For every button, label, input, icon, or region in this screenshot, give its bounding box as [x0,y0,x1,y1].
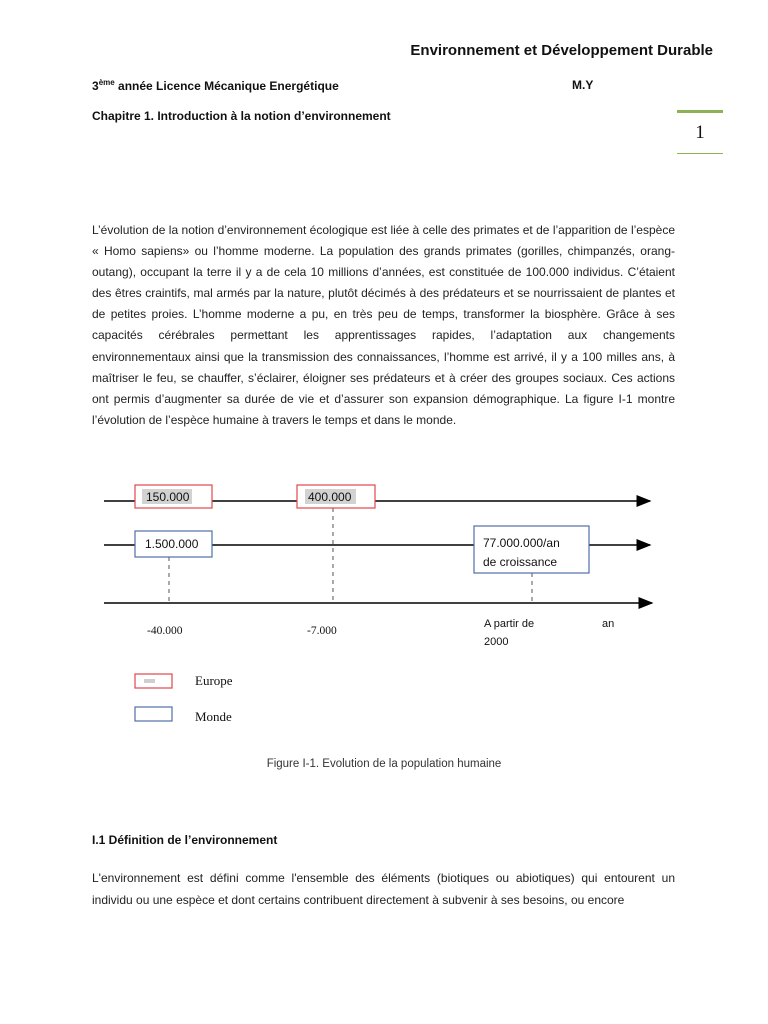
course-label: 3ème année Licence Mécanique Energétique [92,78,339,93]
axis-label-2000-line1: A partir de [484,618,535,630]
population-timeline-figure [90,470,670,740]
document-header-title: Environnement et Développement Durable [410,42,713,59]
europe-value-150000: 150.000 [146,490,190,504]
axis-label-2000-line2: 2000 [484,636,509,648]
figure-caption: Figure I-1. Evolution de la population humaine [266,758,502,770]
monde-value-1500000: 1.500.000 [145,537,199,551]
growth-line-1: 77.000.000/an [483,536,560,550]
chapter-title: Chapitre 1. Introduction à la notion d’environnement [92,109,391,123]
axis-label-7000: -7.000 [307,625,337,637]
legend-europe-swatch-mark [144,679,155,683]
badge-top-rule [677,110,723,113]
legend-monde-label: Monde [195,709,232,724]
page-number-badge [677,110,723,154]
section-title: I.1 Définition de l’environnement [92,833,278,847]
legend-europe-label: Europe [195,673,233,688]
axis-label-40000: -40.000 [147,625,183,637]
definition-paragraph: L'environnement est défini comme l'ensemble des éléments (biotiques ou abiotiques) qui entourent un individu ou une espèce et dont certains contribuent directement à subvenir à ses besoins, ou encore [92,871,675,907]
growth-line-2: de croissance [483,555,558,569]
author-initials: M.Y [572,78,594,92]
europe-value-400000: 400.000 [308,490,352,504]
page-number: 1 [695,122,705,143]
badge-bottom-rule [677,153,723,154]
legend-monde-swatch [135,707,172,721]
axis-unit: an [602,618,615,630]
intro-paragraph: L’évolution de la notion d’environnement écologique est liée à celle des primates et de l’apparition de l’espèce « Homo sapiens» ou l’homme moderne. La population des grands primates (gorilles, chimpanzés, orang-outang), occupant la terre il y a de cela 10 millions d’années, est constituée de 100.000 individus. C’étaient des êtres craintifs, mal armés par la nature, plutôt décimés à des prédateurs et se nourrissaient de plantes et de petites proies. L’homme moderne a pu, en très peu de temps, transformer la biosphère. Grâce à ses capacités cérébrales permettant les apprentissages rapides, l’adaptation aux changements environnementaux ainsi que la transmission des connaissances, l’homme est arrivé, il y a 100 milles ans, à maîtriser le feu, se chauffer, s’éclairer, éloigner ses prédateurs et à créer des groupes sociaux. Ces actions ont permis d’augmenter sa durée de vie et d’assurer son expansion démographique. La figure I-1 montre l’évolution de l’espèce humaine à travers le temps et dans le monde. [92,223,675,427]
